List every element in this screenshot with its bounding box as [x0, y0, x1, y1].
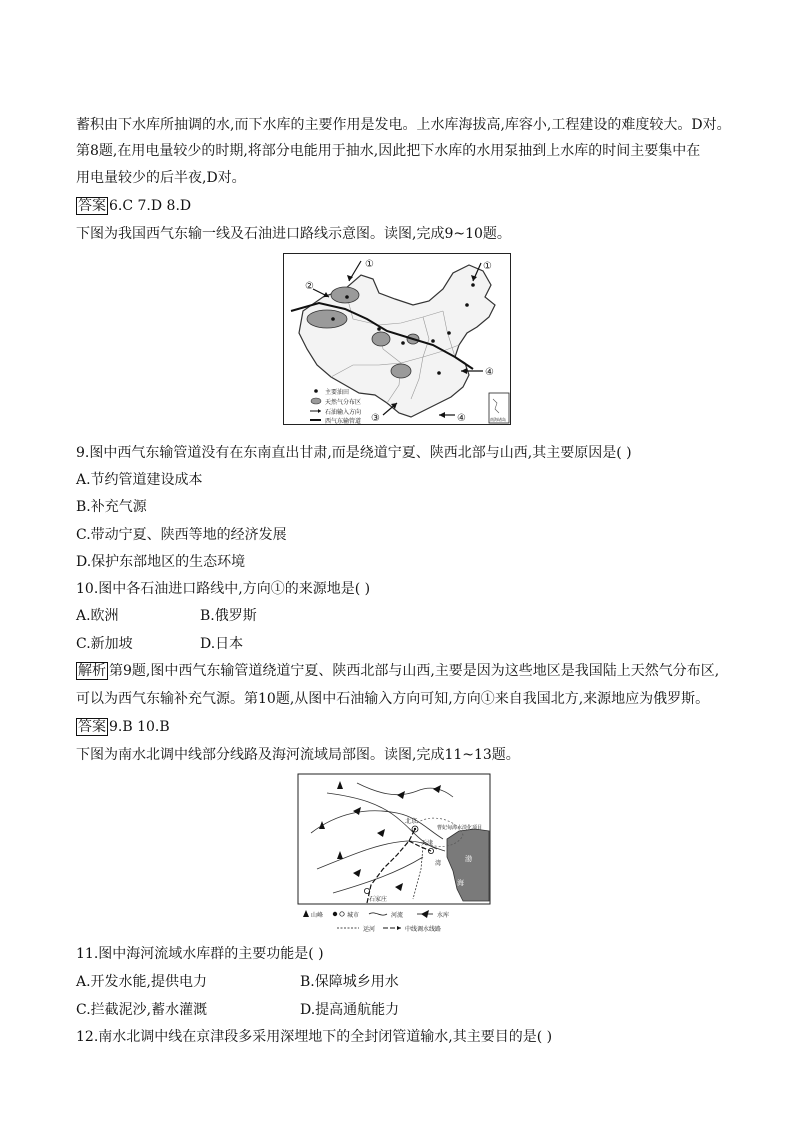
route-label: ①: [365, 259, 374, 270]
water-diversion-map: [297, 773, 491, 935]
option-a: A.开发水能,提供电力: [76, 974, 208, 990]
route-label: ②: [305, 281, 314, 292]
project-label: 曹妃甸海水淡化项目: [437, 825, 483, 831]
option-c: C.新加坡: [76, 636, 133, 652]
analysis-text: 可以为西气东输补充气源。第10题,从图中石油输入方向可知,方向①来自我国北方,来源地应为俄罗斯。: [76, 691, 710, 707]
map-legend: [303, 910, 449, 933]
answer-row: [76, 197, 191, 215]
legend-pipeline: 西气东输管道: [325, 418, 362, 425]
inset-label: 南海诸岛: [490, 417, 506, 422]
route-label: ④: [457, 413, 466, 424]
paragraph-line: 用电量较少的后半夜,D对。: [76, 170, 246, 186]
legend-oilfield: 主要油田: [325, 389, 350, 396]
figure-intro: 下图为我国西气东输一线及石油进口路线示意图。读图,完成9~10题。: [76, 226, 511, 242]
hai-label: 海: [457, 879, 464, 887]
route-label: ③: [371, 413, 380, 424]
answer-row: [76, 718, 170, 736]
option-b: B.俄罗斯: [200, 608, 257, 624]
answer-text: 9.B 10.B: [109, 719, 170, 735]
route-label: ①: [483, 261, 492, 272]
legend-reservoir: 水库: [437, 912, 450, 919]
paragraph-line: 第8题,在用电量较少的时期,将部分电能用于抽水,因此把下水库的水用泵抽到上水库的时间主要集中在: [76, 143, 701, 159]
legend-canal: 运河: [363, 926, 376, 933]
question-stem: 11.图中海河流域水库群的主要功能是( ): [76, 946, 324, 962]
legend-river: 河流: [391, 912, 404, 919]
question-stem: 9.图中西气东输管道没有在东南直出甘肃,而是绕道宁夏、陕西北部与山西,其主要原因是( ): [76, 445, 632, 461]
paragraph-line: 蓄积由下水库所抽调的水,而下水库的主要作用是发电。上水库海拔高,库容小,工程建设的难度较大。D对。: [76, 117, 731, 133]
option-d: D.日本: [200, 636, 244, 652]
option-a: A.欧洲: [76, 608, 119, 624]
analysis-text: 第9题,图中西气东输管道绕道宁夏、陕西北部与山西,主要是因为这些地区是我国陆上天然气分布区,: [109, 663, 720, 679]
china-pipeline-map: [283, 253, 511, 425]
answer-text: 6.C 7.D 8.D: [109, 198, 192, 214]
city-tianjin: 天津: [421, 840, 434, 847]
option-c: C.带动宁夏、陕西等地的经济发展: [76, 527, 287, 543]
question-stem: 12.南水北调中线在京津段多采用深埋地下的全封闭管道输水,其主要目的是( ): [76, 1029, 553, 1045]
option-a: A.节约管道建设成本: [76, 472, 203, 488]
route-label: ④: [485, 367, 494, 378]
legend-city: 城市: [347, 912, 360, 919]
option-c: C.拦截泥沙,蓄水灌溉: [76, 1002, 208, 1018]
option-d: D.保护东部地区的生态环境: [76, 554, 246, 570]
legend-route: 中线调水线路: [405, 926, 442, 933]
figure-intro: 下图为南水北调中线部分线路及海河流域局部图。读图,完成11~13题。: [76, 747, 520, 763]
option-b: B.保障城乡用水: [300, 974, 399, 990]
legend-gas: 天然气分布区: [325, 399, 362, 406]
legend-mountain: 山峰: [311, 912, 324, 919]
answer-tag: 答案: [78, 198, 106, 214]
city-shijiazhuang: 石家庄: [369, 896, 388, 903]
option-d: D.提高通航能力: [300, 1002, 400, 1018]
option-b: B.补充气源: [76, 499, 147, 515]
question-stem: 10.图中各石油进口路线中,方向①的来源地是( ): [76, 581, 371, 597]
analysis-row: [76, 662, 719, 680]
answer-tag: 答案: [78, 719, 106, 735]
analysis-tag: 解析: [78, 663, 106, 679]
legend-oil-direction: 石油输入方向: [325, 409, 362, 416]
bohai-label: 渤: [465, 855, 472, 863]
city-beijing: 北京: [405, 818, 418, 825]
bay-label: 湾: [435, 860, 442, 867]
